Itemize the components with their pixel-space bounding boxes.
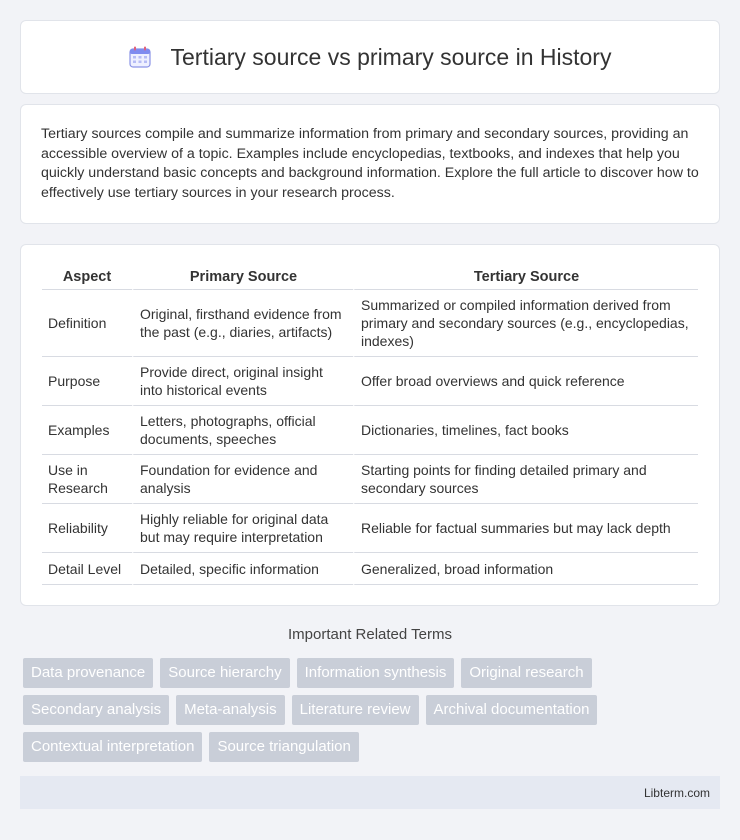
table-cell: Reliable for factual summaries but may lack depth <box>353 504 698 553</box>
table-cell: Provide direct, original insight into historical events <box>132 357 353 406</box>
table-row <box>42 455 698 504</box>
related-term-tag[interactable]: Literature review <box>292 695 419 725</box>
table-cell: Purpose <box>42 357 132 406</box>
related-terms-title: Important Related Terms <box>288 626 452 643</box>
page-title: Tertiary source vs primary source in History <box>170 43 612 70</box>
related-term-tag[interactable]: Source triangulation <box>209 732 358 762</box>
table-cell: Definition <box>42 290 132 357</box>
table-cell: Reliability <box>42 504 132 553</box>
table-cell: Generalized, broad information <box>353 553 698 585</box>
intro-card <box>20 104 720 224</box>
table-row <box>42 406 698 455</box>
table-cell: Offer broad overviews and quick reference <box>353 357 698 406</box>
table-row <box>42 357 698 406</box>
related-term-tag[interactable]: Secondary analysis <box>23 695 169 725</box>
related-term-tag[interactable]: Contextual interpretation <box>23 732 202 762</box>
table-cell: Use in Research <box>42 455 132 504</box>
table-header-row <box>42 265 698 290</box>
related-term-tag[interactable]: Data provenance <box>23 658 153 688</box>
related-term-tag[interactable]: Information synthesis <box>297 658 455 688</box>
table-cell: Foundation for evidence and analysis <box>132 455 353 504</box>
related-terms-list <box>23 658 723 762</box>
table-row <box>42 504 698 553</box>
related-term-tag[interactable]: Original research <box>461 658 591 688</box>
intro-text: Tertiary sources compile and summarize information from primary and secondary sources, providing an accessible overview of a topic. Examples include encyclopedias, textbooks, and indexes that help you quickly understand basic concepts and background information. Explore the full article to discover how to effectively use tertiary sources in your research process. <box>41 126 699 201</box>
table-cell: Original, firsthand evidence from the past (e.g., diaries, artifacts) <box>132 290 353 357</box>
table-cell: Examples <box>42 406 132 455</box>
comparison-table-card <box>20 244 720 606</box>
table-row <box>42 553 698 585</box>
table-cell: Starting points for finding detailed primary and secondary sources <box>353 455 698 504</box>
footer <box>20 776 720 809</box>
table-cell: Summarized or compiled information derived from primary and secondary sources (e.g., encyclopedias, indexes) <box>353 290 698 357</box>
related-term-tag[interactable]: Meta-analysis <box>176 695 285 725</box>
table-cell: Letters, photographs, official documents, speeches <box>132 406 353 455</box>
header-card <box>20 20 720 94</box>
calendar-icon <box>129 46 151 68</box>
table-cell: Dictionaries, timelines, fact books <box>353 406 698 455</box>
footer-brand-link[interactable]: Libterm.com <box>643 785 710 800</box>
table-cell: Detailed, specific information <box>132 553 353 585</box>
related-term-tag[interactable]: Source hierarchy <box>160 658 289 688</box>
table-cell: Detail Level <box>42 553 132 585</box>
related-term-tag[interactable]: Archival documentation <box>426 695 598 725</box>
column-header-tertiary: Tertiary Source <box>353 265 698 290</box>
table-cell: Highly reliable for original data but may require interpretation <box>132 504 353 553</box>
table-row <box>42 290 698 357</box>
comparison-table <box>42 265 698 585</box>
column-header-primary: Primary Source <box>132 265 353 290</box>
column-header-aspect: Aspect <box>42 265 132 290</box>
